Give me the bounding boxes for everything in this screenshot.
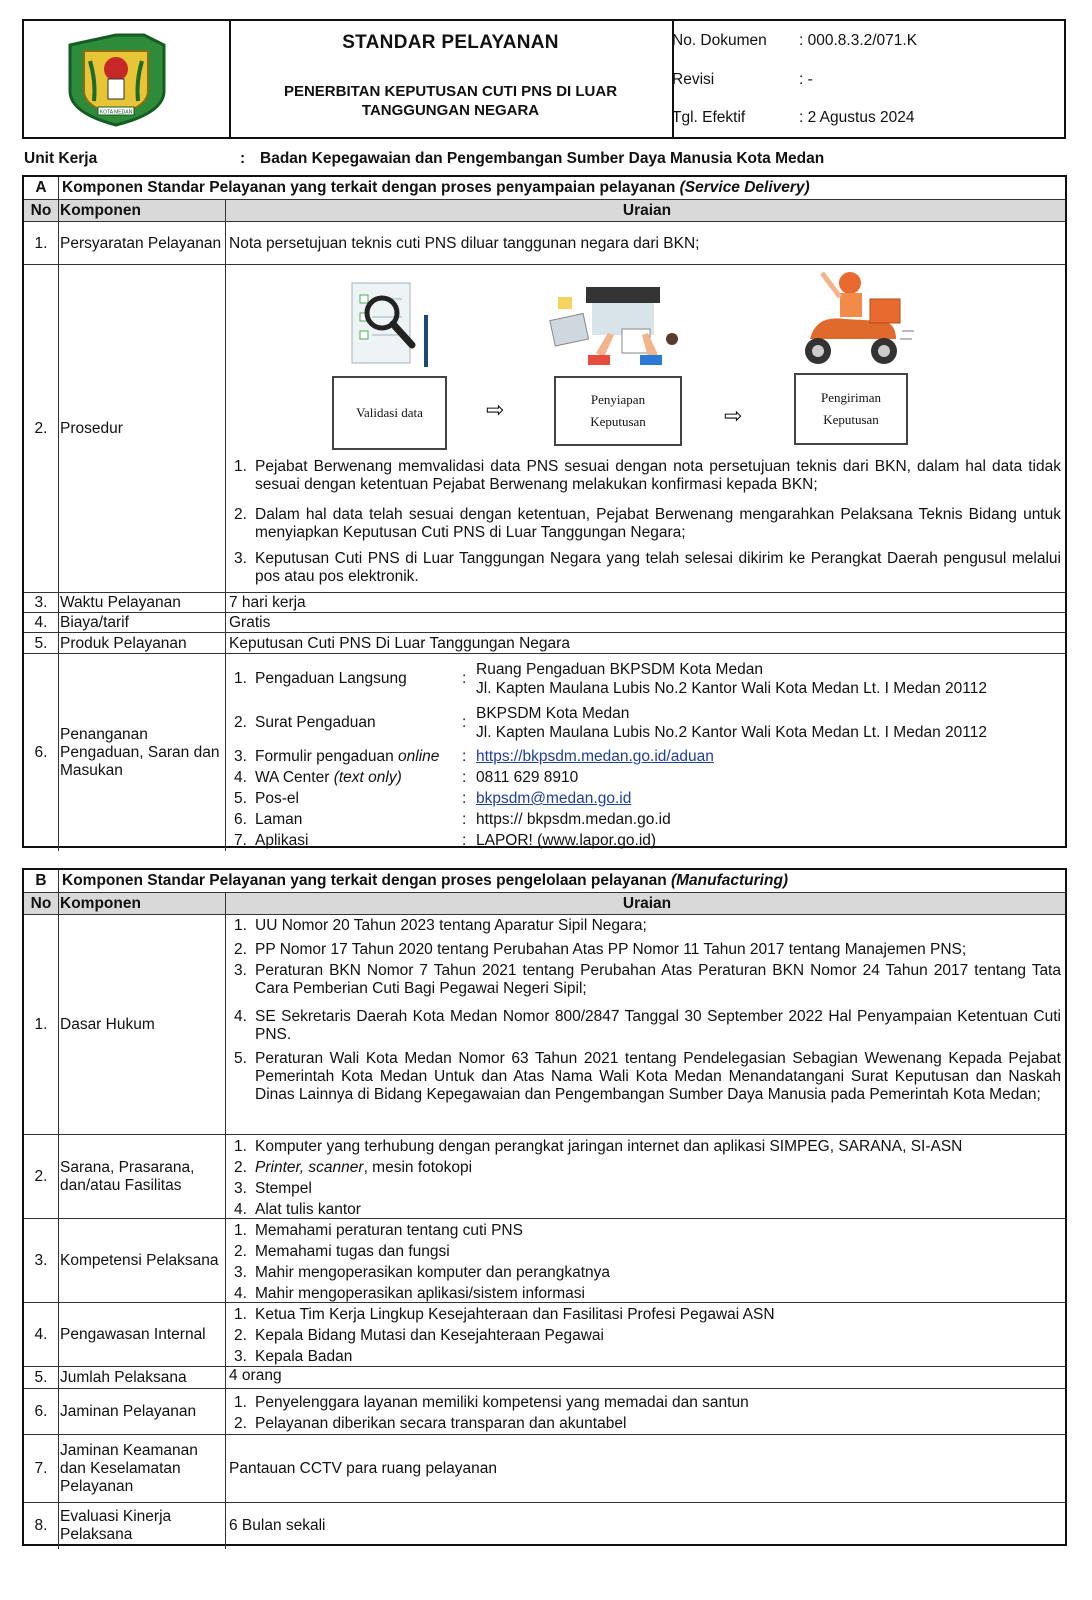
- list-item: 3. Peraturan BKN Nomor 7 Tahun 2021 tentang Perubahan Atas Peraturan BKN Nomor 24 Tahun 2017 tentang Tata Cara Pemberian Cuti Bagi Pegawai Negeri Sipil;: [234, 962, 1061, 997]
- item-colon: :: [462, 832, 467, 849]
- row-komponen: Jaminan Keamanan dan Keselamatan Pelayanan: [58, 1435, 226, 1503]
- item-colon: :: [462, 670, 467, 687]
- table-row: [24, 612, 1065, 633]
- row-komponen: Prosedur: [58, 265, 226, 593]
- meta-value: : -: [799, 71, 813, 88]
- col-uraian: Uraian: [622, 895, 672, 912]
- row-no: 1.: [24, 222, 59, 265]
- row-no: 3.: [24, 1219, 59, 1303]
- item-label: Laman: [255, 811, 303, 828]
- item-label: Surat Pengaduan: [255, 714, 376, 731]
- item-value: 0811 629 8910: [476, 769, 579, 786]
- list-item: 3. Keputusan Cuti PNS di Luar Tanggungan Negara yang telah selesai dikirim ke Perangkat Daerah pengusul melalui pos atau pos elektronik.: [234, 550, 1061, 585]
- item-number: 4.: [234, 769, 247, 786]
- list-item-text: PP Nomor 17 Tahun 2020 tentang Perubahan Atas PP Nomor 11 Tahun 2017 tentang Manajemen PNS;: [255, 941, 967, 958]
- item-number: 5.: [234, 790, 247, 807]
- item-label-text: WA Center: [255, 769, 334, 786]
- competence-list: [234, 1220, 1061, 1304]
- row-komponen: Kompetensi Pelaksana: [58, 1219, 226, 1303]
- list-item-text: Peraturan BKN Nomor 7 Tahun 2021 tentang Perubahan Atas Peraturan BKN Nomor 24 Tahun 2017 tentang Tata Cara Pemberian Cuti Bagi Pegawai Negeri Sipil;: [255, 962, 1061, 997]
- row-uraian: [226, 1389, 1065, 1435]
- table-row: [24, 1366, 1065, 1389]
- list-item: 1. Pejabat Berwenang memvalidasi data PNS sesuai dengan nota persetujuan teknis dari BKN, dalam hal data tidak sesuai dengan ketentuan Pejabat Berwenang melakukan konfirmasi kepada BKN;: [234, 458, 1061, 493]
- unit-kerja-value: Badan Kepegawaian dan Pengembangan Sumber Daya Manusia Kota Medan: [260, 150, 825, 167]
- row-no: 4.: [24, 1303, 59, 1367]
- list-item: [234, 790, 1065, 810]
- list-item-text: Kepala Badan: [255, 1348, 353, 1365]
- item-number: 6.: [234, 811, 247, 828]
- list-item-text: Mahir mengoperasikan komputer dan perangkatnya: [255, 1264, 610, 1281]
- list-item: 2. Kepala Bidang Mutasi dan Kesejahteraan Pegawai: [234, 1327, 604, 1344]
- list-item: [234, 704, 1065, 744]
- table-row: [24, 1502, 1065, 1549]
- row-komponen: Persyaratan Pelayanan: [58, 222, 226, 265]
- document-subtitle: [229, 82, 672, 120]
- list-item: [234, 660, 1065, 700]
- item-label: Aplikasi: [255, 832, 309, 849]
- section-b-title: [58, 870, 1065, 892]
- section-a-column-header: [24, 199, 1065, 222]
- table-row: [24, 914, 1065, 1135]
- step-pengiriman-keputusan: Pengiriman Keputusan: [794, 373, 908, 445]
- item-label: Pengaduan Langsung: [255, 670, 407, 687]
- list-item-italic: Printer, scanner: [255, 1159, 364, 1176]
- row-uraian: Nota persetujuan teknis cuti PNS diluar tanggunan negara dari BKN;: [229, 234, 700, 252]
- list-item-text: Stempel: [255, 1180, 312, 1197]
- table-row: [24, 653, 1065, 851]
- row-no: 4.: [24, 613, 59, 633]
- item-colon: :: [462, 790, 467, 807]
- row-komponen: Penanganan Pengaduan, Saran dan Masukan: [58, 654, 226, 851]
- item-number: 7.: [234, 832, 247, 849]
- row-uraian: [226, 1135, 1065, 1219]
- list-item: 1. Memahami peraturan tentang cuti PNS: [234, 1222, 523, 1239]
- row-uraian: [226, 915, 1065, 1135]
- document-header: [22, 19, 1066, 139]
- document-search-illustration-icon: [340, 275, 440, 373]
- list-item: 2. Printer, scanner, mesin fotokopi: [234, 1159, 473, 1176]
- list-item-text: Alat tulis kantor: [255, 1201, 361, 1218]
- computer-work-illustration-icon: [548, 283, 693, 368]
- list-item: [234, 748, 1065, 768]
- col-no: No: [24, 893, 59, 915]
- list-item-text: Pejabat Berwenang memvalidasi data PNS sesuai dengan nota persetujuan teknis dari BKN, dalam hal data tidak sesuai dengan ketentuan Pejabat Berwenang melakukan konfirmasi kepada BKN;: [255, 458, 1061, 493]
- item-value: https:// bkpsdm.medan.go.id: [476, 811, 671, 828]
- item-number: 1.: [234, 670, 247, 687]
- item-label-text: Formulir pengaduan: [255, 748, 399, 765]
- list-item: 3. Mahir mengoperasikan komputer dan perangkatnya: [234, 1264, 610, 1281]
- list-item-text: SE Sekretaris Daerah Kota Medan Nomor 800/2847 Tanggal 30 September 2022 Hal Penyampaian Ketentuan Cuti PNS.: [255, 1008, 1061, 1043]
- item-value: [476, 660, 987, 698]
- col-komponen: Komponen: [58, 200, 226, 222]
- row-komponen: Waktu Pelayanan: [58, 593, 226, 613]
- item-colon: :: [462, 748, 467, 765]
- table-row: [24, 1134, 1065, 1219]
- row-no: 6.: [24, 654, 59, 851]
- item-value-line: Jl. Kapten Maulana Lubis No.2 Kantor Wali Kota Medan Lt. I Medan 20112: [476, 680, 987, 697]
- item-value-line: Ruang Pengaduan BKPSDM Kota Medan: [476, 661, 763, 678]
- list-item: [234, 832, 1065, 852]
- item-colon: :: [462, 769, 467, 786]
- item-colon: :: [462, 714, 467, 731]
- item-colon: :: [462, 811, 467, 828]
- section-title-text: Komponen Standar Pelayanan yang terkait dengan proses pengelolaan pelayanan: [62, 872, 671, 889]
- table-row: [24, 221, 1065, 265]
- row-komponen: Dasar Hukum: [58, 915, 226, 1135]
- row-komponen: Sarana, Prasarana, dan/atau Fasilitas: [58, 1135, 226, 1219]
- list-item: 1. Ketua Tim Kerja Lingkup Kesejahteraan dan Fasilitasi Profesi Pegawai ASN: [234, 1306, 775, 1323]
- facilities-list: [234, 1136, 1061, 1220]
- section-a-title-row: [24, 177, 1065, 199]
- meta-label: No. Dokumen: [672, 32, 767, 49]
- item-label-italic: (text only): [333, 769, 402, 786]
- row-no: 6.: [24, 1389, 59, 1435]
- item-number: 2.: [234, 714, 247, 731]
- meta-value: : 2 Agustus 2024: [799, 109, 915, 126]
- item-value-line: Jl. Kapten Maulana Lubis No.2 Kantor Wali Kota Medan Lt. I Medan 20112: [476, 724, 987, 741]
- step-penyiapan-keputusan: Penyiapan Keputusan: [554, 376, 682, 446]
- section-a-title: [58, 177, 1065, 199]
- meta-label: Tgl. Efektif: [672, 109, 746, 126]
- table-row: [24, 1434, 1065, 1503]
- list-item-text: Ketua Tim Kerja Lingkup Kesejahteraan dan Fasilitasi Profesi Pegawai ASN: [255, 1306, 775, 1323]
- row-komponen: Jaminan Pelayanan: [58, 1389, 226, 1435]
- list-item: 2. PP Nomor 17 Tahun 2020 tentang Perubahan Atas PP Nomor 11 Tahun 2017 tentang Manajemen PNS;: [234, 941, 967, 958]
- subtitle-line-1: PENERBITAN KEPUTUSAN CUTI PNS DI LUAR: [283, 83, 618, 100]
- meta-value: : 000.8.3.2/071.K: [799, 32, 918, 49]
- table-row: [24, 264, 1065, 593]
- table-row: [24, 1218, 1065, 1303]
- row-komponen: Evaluasi Kinerja Pelaksana: [58, 1503, 226, 1549]
- row-no: 7.: [24, 1435, 59, 1503]
- arrow-right-icon: ⇨: [486, 397, 505, 422]
- legal-basis-list: [234, 917, 1061, 1104]
- subtitle-line-2: TANGGUNGAN NEGARA: [361, 102, 540, 119]
- row-uraian: 7 hari kerja: [229, 594, 306, 611]
- row-no: 8.: [24, 1503, 59, 1549]
- list-item: [234, 769, 1065, 789]
- table-row: [24, 632, 1065, 654]
- email-link[interactable]: bkpsdm@medan.go.id: [476, 790, 632, 807]
- item-value: [476, 704, 987, 742]
- section-b-column-header: [24, 892, 1065, 915]
- table-row: [24, 1302, 1065, 1367]
- table-row: [24, 592, 1065, 613]
- row-uraian: [226, 1219, 1065, 1303]
- row-uraian: Keputusan Cuti PNS Di Luar Tanggungan Negara: [229, 634, 570, 652]
- row-no: 2.: [24, 265, 59, 593]
- list-item: 1. Penyelenggara layanan memiliki kompetensi yang memadai dan santun: [234, 1394, 749, 1411]
- section-b-table: [22, 868, 1067, 1546]
- logo-lettering: KOTA MEDAN: [99, 109, 133, 116]
- section-title-text: Komponen Standar Pelayanan yang terkait dengan proses penyampaian pelayanan: [62, 179, 680, 196]
- item-label: Pos-el: [255, 790, 299, 807]
- city-emblem-logo: [24, 21, 229, 137]
- list-item: 1. Komputer yang terhubung dengan perangkat jaringan internet dan aplikasi SIMPEG, SARANA, SI-ASN: [234, 1138, 963, 1155]
- list-item: 4. Mahir mengoperasikan aplikasi/sistem informasi: [234, 1285, 585, 1302]
- section-title-italic: (Manufacturing): [670, 872, 789, 889]
- row-komponen: Produk Pelayanan: [58, 633, 226, 654]
- arrow-right-icon: ⇨: [724, 403, 743, 428]
- item-label-italic: online: [398, 748, 440, 765]
- list-item-text: Kepala Bidang Mutasi dan Kesejahteraan Pegawai: [255, 1327, 604, 1344]
- row-uraian: [226, 1303, 1065, 1367]
- section-letter: A: [24, 177, 59, 199]
- row-uraian: 6 Bulan sekali: [229, 1517, 326, 1534]
- section-b-title-row: [24, 870, 1065, 892]
- row-uraian: Pantauan CCTV para ruang pelayanan: [229, 1460, 497, 1477]
- list-item: 3. Stempel: [234, 1180, 312, 1197]
- list-item: 5. Peraturan Wali Kota Medan Nomor 63 Tahun 2021 tentang Pendelegasian Sebagian Wewenang Kepada Pejabat Pemerintah Kota Medan Untuk dan Atas Nama Wali Kota Medan Menandatangani Surat Keputusan dan Naskah Dinas Lainnya di Bidang Kepegawaian dan Pengembangan Sumber Daya Manusia pada Pemerintah Kota Medan;: [234, 1050, 1061, 1103]
- list-item-text: Peraturan Wali Kota Medan Nomor 63 Tahun 2021 tentang Pendelegasian Sebagian Wewenang Kepada Pejabat Pemerintah Kota Medan Untuk dan Atas Nama Wali Kota Medan Menandatangani Surat Keputusan dan Naskah Dinas Lainnya di Bidang Kepegawaian dan Pengembangan Sumber Daya Manusia pada Pemerintah Kota Medan;: [255, 1050, 1061, 1103]
- row-komponen: Biaya/tarif: [58, 613, 226, 633]
- row-komponen: Jumlah Pelaksana: [58, 1367, 226, 1389]
- row-no: 3.: [24, 593, 59, 613]
- item-value: LAPOR! (www.lapor.go.id): [476, 832, 657, 849]
- row-uraian: [226, 265, 1065, 593]
- row-uraian: 4 orang: [229, 1367, 282, 1384]
- col-uraian: Uraian: [622, 202, 672, 219]
- row-komponen: Pengawasan Internal: [58, 1303, 226, 1367]
- page-title: STANDAR PELAYANAN: [342, 32, 559, 53]
- list-item: 3. Kepala Badan: [234, 1348, 353, 1365]
- step-validasi-data: Validasi data: [332, 376, 447, 450]
- document-meta: [672, 21, 1064, 137]
- list-item-text: Mahir mengoperasikan aplikasi/sistem informasi: [255, 1285, 585, 1302]
- unit-kerja: [24, 150, 825, 168]
- row-uraian: [226, 654, 1065, 851]
- supervision-list: [234, 1304, 1061, 1367]
- meta-label: Revisi: [672, 71, 715, 88]
- list-item-text: UU Nomor 20 Tahun 2023 tentang Aparatur Sipil Negara;: [255, 917, 647, 934]
- section-a-table: [22, 175, 1067, 848]
- col-no: No: [24, 200, 59, 222]
- col-komponen: Komponen: [58, 893, 226, 915]
- section-title-italic: (Service Delivery): [679, 179, 810, 196]
- list-item-text: Pelayanan diberikan secara transparan dan akuntabel: [255, 1415, 627, 1432]
- list-item-text: , mesin fotokopi: [363, 1159, 473, 1176]
- item-value-line: BKPSDM Kota Medan: [476, 705, 630, 722]
- row-no: 2.: [24, 1135, 59, 1219]
- list-item-text: Memahami tugas dan fungsi: [255, 1243, 450, 1260]
- delivery-scooter-illustration-icon: [792, 267, 916, 371]
- list-item: 4. Alat tulis kantor: [234, 1201, 361, 1218]
- row-no: 5.: [24, 1367, 59, 1389]
- logo-cell: [24, 21, 231, 137]
- row-no: 1.: [24, 915, 59, 1135]
- list-item: 2. Pelayanan diberikan secara transparan dan akuntabel: [234, 1415, 627, 1432]
- list-item: 2. Dalam hal data telah sesuai dengan ketentuan, Pejabat Berwenang mengarahkan Pelaksana Teknis Bidang untuk menyiapkan Keputusan Cuti PNS di Luar Tanggungan Negara;: [234, 506, 1061, 541]
- item-label: [255, 769, 402, 787]
- unit-kerja-colon: :: [240, 150, 246, 167]
- item-label: [255, 748, 439, 766]
- list-item: [234, 811, 1065, 831]
- list-item: 1. UU Nomor 20 Tahun 2023 tentang Aparatur Sipil Negara;: [234, 917, 647, 934]
- list-item-text: Memahami peraturan tentang cuti PNS: [255, 1222, 523, 1239]
- aduan-link[interactable]: https://bkpsdm.medan.go.id/aduan: [476, 748, 714, 765]
- item-number: 3.: [234, 748, 247, 765]
- list-item-text: Penyelenggara layanan memiliki kompetensi yang memadai dan santun: [255, 1394, 749, 1411]
- list-item: 2. Memahami tugas dan fungsi: [234, 1243, 450, 1260]
- row-no: 5.: [24, 633, 59, 654]
- list-item-text: Komputer yang terhubung dengan perangkat jaringan internet dan aplikasi SIMPEG, SARANA, SI-ASN: [255, 1138, 963, 1155]
- table-row: [24, 1388, 1065, 1435]
- section-letter: B: [24, 870, 59, 892]
- row-uraian: Gratis: [229, 614, 271, 631]
- document-title-block: [229, 21, 674, 137]
- list-item: 4. SE Sekretaris Daerah Kota Medan Nomor 800/2847 Tanggal 30 September 2022 Hal Penyampaian Ketentuan Cuti PNS.: [234, 1008, 1061, 1043]
- unit-kerja-label: Unit Kerja: [24, 150, 98, 167]
- guarantee-list: [234, 1392, 1061, 1434]
- list-item-text: Keputusan Cuti PNS di Luar Tanggungan Negara yang telah selesai dikirim ke Perangkat Daerah pengusul melalui pos atau pos elektronik.: [255, 550, 1061, 585]
- list-item-text: Dalam hal data telah sesuai dengan ketentuan, Pejabat Berwenang mengarahkan Pelaksana Teknis Bidang untuk menyiapkan Keputusan Cuti PNS di Luar Tanggungan Negara;: [255, 506, 1061, 541]
- procedure-list: [234, 458, 1061, 586]
